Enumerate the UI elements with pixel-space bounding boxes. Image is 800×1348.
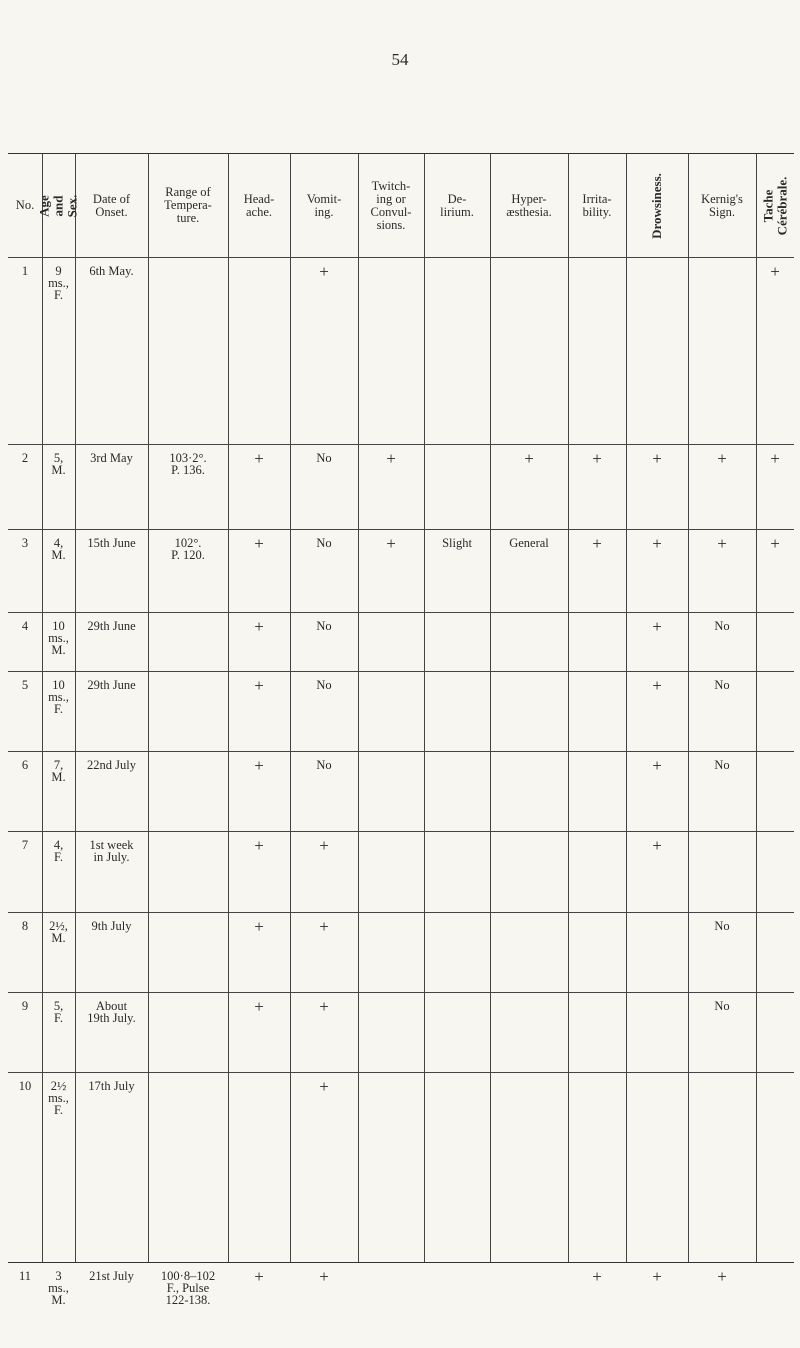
cell-no: 10 bbox=[18, 1079, 32, 1093]
cell-vomiting: No bbox=[316, 536, 332, 550]
cell-headache: + bbox=[254, 836, 264, 855]
cell-drowsiness: + bbox=[652, 756, 662, 775]
cell-irrita: + bbox=[592, 534, 602, 553]
cell-vomiting: + bbox=[319, 836, 329, 855]
cell-date: 17th July bbox=[88, 1079, 135, 1093]
cell-headache: + bbox=[254, 676, 264, 695]
header-label: Tache Cérébrale. bbox=[760, 176, 789, 235]
header-temp: Range of Tempera- ture. bbox=[164, 185, 212, 225]
cell-no: 3 bbox=[21, 536, 29, 550]
cell-age_sex: 9 ms., F. bbox=[48, 264, 69, 302]
cell-no: 5 bbox=[21, 678, 29, 692]
cell-kernig: + bbox=[717, 534, 727, 553]
case-table bbox=[8, 153, 794, 1307]
cell-headache: + bbox=[254, 449, 264, 468]
cell-vomiting: No bbox=[316, 451, 332, 465]
header-twitching: Twitch- ing or Convul- sions. bbox=[370, 178, 412, 232]
cell-no: 11 bbox=[18, 1269, 32, 1283]
cell-age_sex: 2½, M. bbox=[49, 919, 68, 945]
table-row bbox=[8, 751, 794, 831]
cell-delirium: Slight bbox=[442, 536, 472, 550]
cell-drowsiness: + bbox=[652, 836, 662, 855]
cell-vomiting: No bbox=[316, 619, 332, 633]
cell-kernig: No bbox=[714, 678, 730, 692]
cell-no: 8 bbox=[21, 919, 29, 933]
cell-vomiting: + bbox=[319, 262, 329, 281]
table-row bbox=[8, 444, 794, 529]
header-date: Date of Onset. bbox=[92, 191, 131, 219]
cell-age_sex: 10 ms., M. bbox=[48, 619, 69, 657]
cell-drowsiness: + bbox=[652, 449, 662, 468]
cell-kernig: No bbox=[714, 919, 730, 933]
table-row bbox=[8, 1072, 794, 1262]
header-label: Age and Sex. bbox=[36, 194, 80, 217]
cell-headache: + bbox=[254, 1267, 264, 1286]
header-delirium: De- lirium. bbox=[440, 191, 474, 219]
cell-drowsiness: + bbox=[652, 676, 662, 695]
cell-drowsiness: + bbox=[652, 534, 662, 553]
cell-headache: + bbox=[254, 917, 264, 936]
cell-date: 9th July bbox=[91, 919, 132, 933]
header-drowsiness bbox=[626, 154, 688, 257]
cell-no: 2 bbox=[21, 451, 29, 465]
cell-age_sex: 7, M. bbox=[51, 758, 66, 784]
cell-date: 3rd May bbox=[90, 451, 133, 465]
table-row bbox=[8, 671, 794, 751]
cell-date: 29th June bbox=[87, 619, 136, 633]
cell-tache: + bbox=[770, 262, 780, 281]
cell-vomiting: No bbox=[316, 758, 332, 772]
cell-headache: + bbox=[254, 756, 264, 775]
cell-twitching: + bbox=[386, 449, 396, 468]
cell-vomiting: + bbox=[319, 997, 329, 1016]
cell-no: 9 bbox=[21, 999, 29, 1013]
cell-date: 29th June bbox=[87, 678, 136, 692]
cell-date: 1st week in July. bbox=[89, 838, 134, 864]
cell-temp: 100·8–102 F., Pulse 122-138. bbox=[160, 1269, 216, 1307]
cell-irrita: + bbox=[592, 1267, 602, 1286]
table-row bbox=[8, 529, 794, 612]
header-label: Drowsiness. bbox=[649, 172, 665, 239]
header-irrita: Irrita- bility. bbox=[582, 191, 612, 219]
table-row bbox=[8, 257, 794, 444]
cell-hyper: General bbox=[509, 536, 549, 550]
cell-tache: + bbox=[770, 449, 780, 468]
table-row bbox=[8, 992, 794, 1072]
cell-drowsiness: + bbox=[652, 617, 662, 636]
cell-vomiting: + bbox=[319, 1267, 329, 1286]
cell-age_sex: 5, M. bbox=[51, 451, 66, 477]
header-no: No. bbox=[15, 198, 35, 212]
cell-kernig: No bbox=[714, 619, 730, 633]
cell-date: 6th May. bbox=[89, 264, 134, 278]
cell-date: 21st July bbox=[89, 1269, 134, 1283]
cell-age_sex: 5, F. bbox=[53, 999, 64, 1025]
table-row bbox=[8, 612, 794, 671]
cell-age_sex: 10 ms., F. bbox=[48, 678, 69, 716]
header-kernig: Kernig's Sign. bbox=[701, 191, 743, 219]
cell-temp: 103·2°. P. 136. bbox=[169, 451, 207, 477]
cell-date: 22nd July bbox=[87, 758, 136, 772]
cell-vomiting: + bbox=[319, 1077, 329, 1096]
cell-twitching: + bbox=[386, 534, 396, 553]
cell-age_sex: 4, F. bbox=[53, 838, 64, 864]
cell-headache: + bbox=[254, 617, 264, 636]
cell-vomiting: No bbox=[316, 678, 332, 692]
cell-vomiting: + bbox=[319, 917, 329, 936]
cell-headache: + bbox=[254, 997, 264, 1016]
cell-kernig: + bbox=[717, 1267, 727, 1286]
header-age_sex bbox=[36, 154, 80, 257]
cell-date: About 19th July. bbox=[87, 999, 136, 1025]
cell-tache: + bbox=[770, 534, 780, 553]
page-number: 54 bbox=[391, 50, 409, 69]
cell-kernig: No bbox=[714, 999, 730, 1013]
cell-temp: 102°. P. 120. bbox=[171, 536, 205, 562]
cell-hyper: + bbox=[524, 449, 534, 468]
cell-age_sex: 3 ms., M. bbox=[48, 1269, 69, 1307]
header-hyper: Hyper- æsthesia. bbox=[506, 191, 552, 219]
cell-age_sex: 2½ ms., F. bbox=[48, 1079, 69, 1117]
cell-drowsiness: + bbox=[652, 1267, 662, 1286]
cell-kernig: No bbox=[714, 758, 730, 772]
header-vomiting: Vomit- ing. bbox=[306, 191, 342, 219]
cell-no: 7 bbox=[21, 838, 29, 852]
header-headache: Head- ache. bbox=[243, 191, 275, 219]
cell-date: 15th June bbox=[87, 536, 136, 550]
table-row bbox=[8, 831, 794, 912]
cell-kernig: + bbox=[717, 449, 727, 468]
cell-headache: + bbox=[254, 534, 264, 553]
cell-age_sex: 4, M. bbox=[51, 536, 66, 562]
cell-irrita: + bbox=[592, 449, 602, 468]
header-tache bbox=[756, 154, 794, 257]
table-row bbox=[8, 912, 794, 992]
cell-no: 1 bbox=[21, 264, 29, 278]
cell-no: 6 bbox=[21, 758, 29, 772]
cell-no: 4 bbox=[21, 619, 29, 633]
